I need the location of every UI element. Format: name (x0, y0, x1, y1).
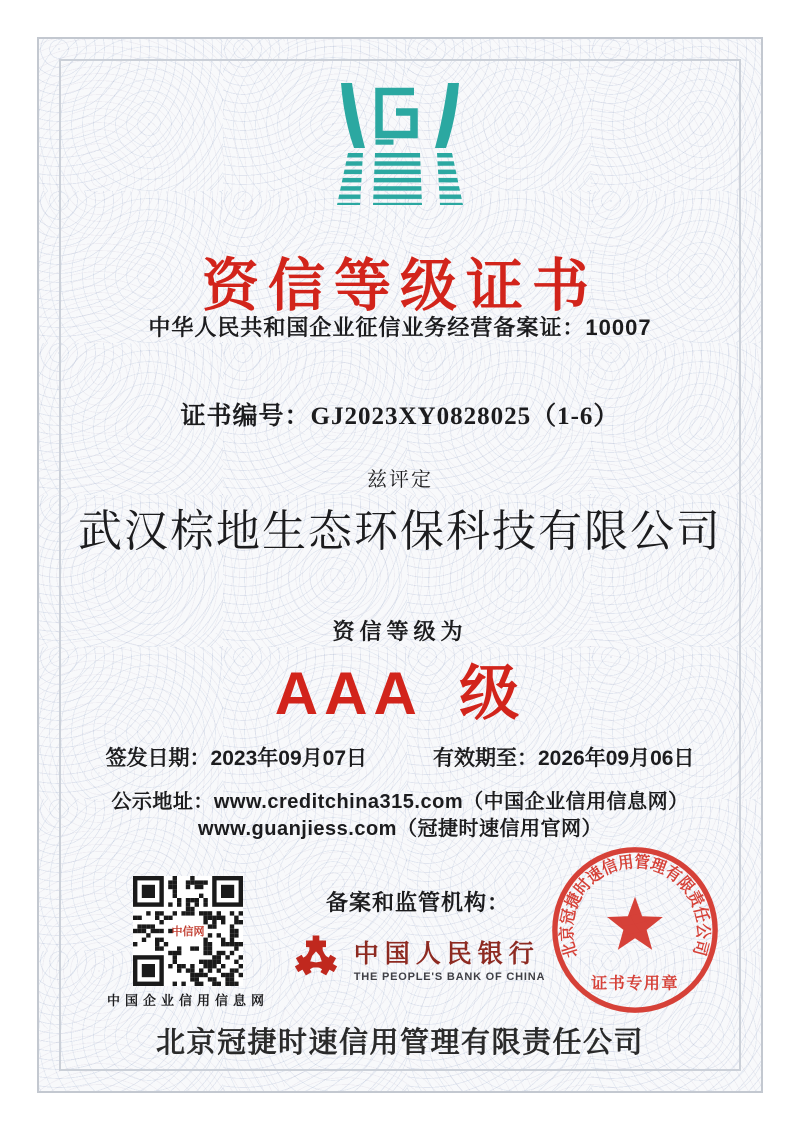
seal-arc-text: 北京冠捷时速信用管理有限责任公司 (557, 852, 713, 961)
seal-bottom-text: 证书专用章 (591, 975, 679, 993)
gj-brand-logo-icon (330, 75, 470, 207)
pboc-name-block (354, 934, 545, 983)
qr-center-label: 中信网 (171, 926, 205, 938)
evaluation-intro: 兹评定 (367, 469, 433, 491)
rating-value: AAA 级 (274, 660, 526, 727)
pboc-emblem-icon (291, 932, 341, 984)
seal-star-icon (607, 897, 663, 950)
regulator-label: 备案和监管机构： (325, 890, 510, 915)
date-row (0, 742, 800, 772)
valid-until-date: 有效期至：2026年09月06日 (433, 747, 695, 770)
pboc-name-cn: 中国人民银行 (353, 940, 540, 968)
issue-date: 签发日期：2023年09月07日 (105, 747, 367, 770)
company-name: 武汉棕地生态环保科技有限公司 (78, 507, 722, 556)
issuer-company-name: 北京冠捷时速信用管理有限责任公司 (155, 1027, 644, 1059)
certificate-number: 证书编号：GJ2023XY0828025（1-6） (180, 403, 620, 430)
pboc-name-en: THE PEOPLE'S BANK OF CHINA (353, 970, 546, 983)
rating-label: 资信等级为 (332, 619, 468, 644)
certificate-title: 资信等级证书 (202, 254, 598, 318)
publicity-address-line2: www.guanjiess.com（冠捷时速信用官网） (198, 818, 602, 840)
qr-caption: 中国企业信用信息网 (106, 993, 269, 1008)
filing-number-line: 中华人民共和国企业征信业务经营备案证：10007 (148, 315, 652, 340)
publicity-address-line1: 公示地址：www.creditchina315.com（中国企业信用信息网） (111, 791, 689, 813)
company-seal (549, 844, 721, 1016)
